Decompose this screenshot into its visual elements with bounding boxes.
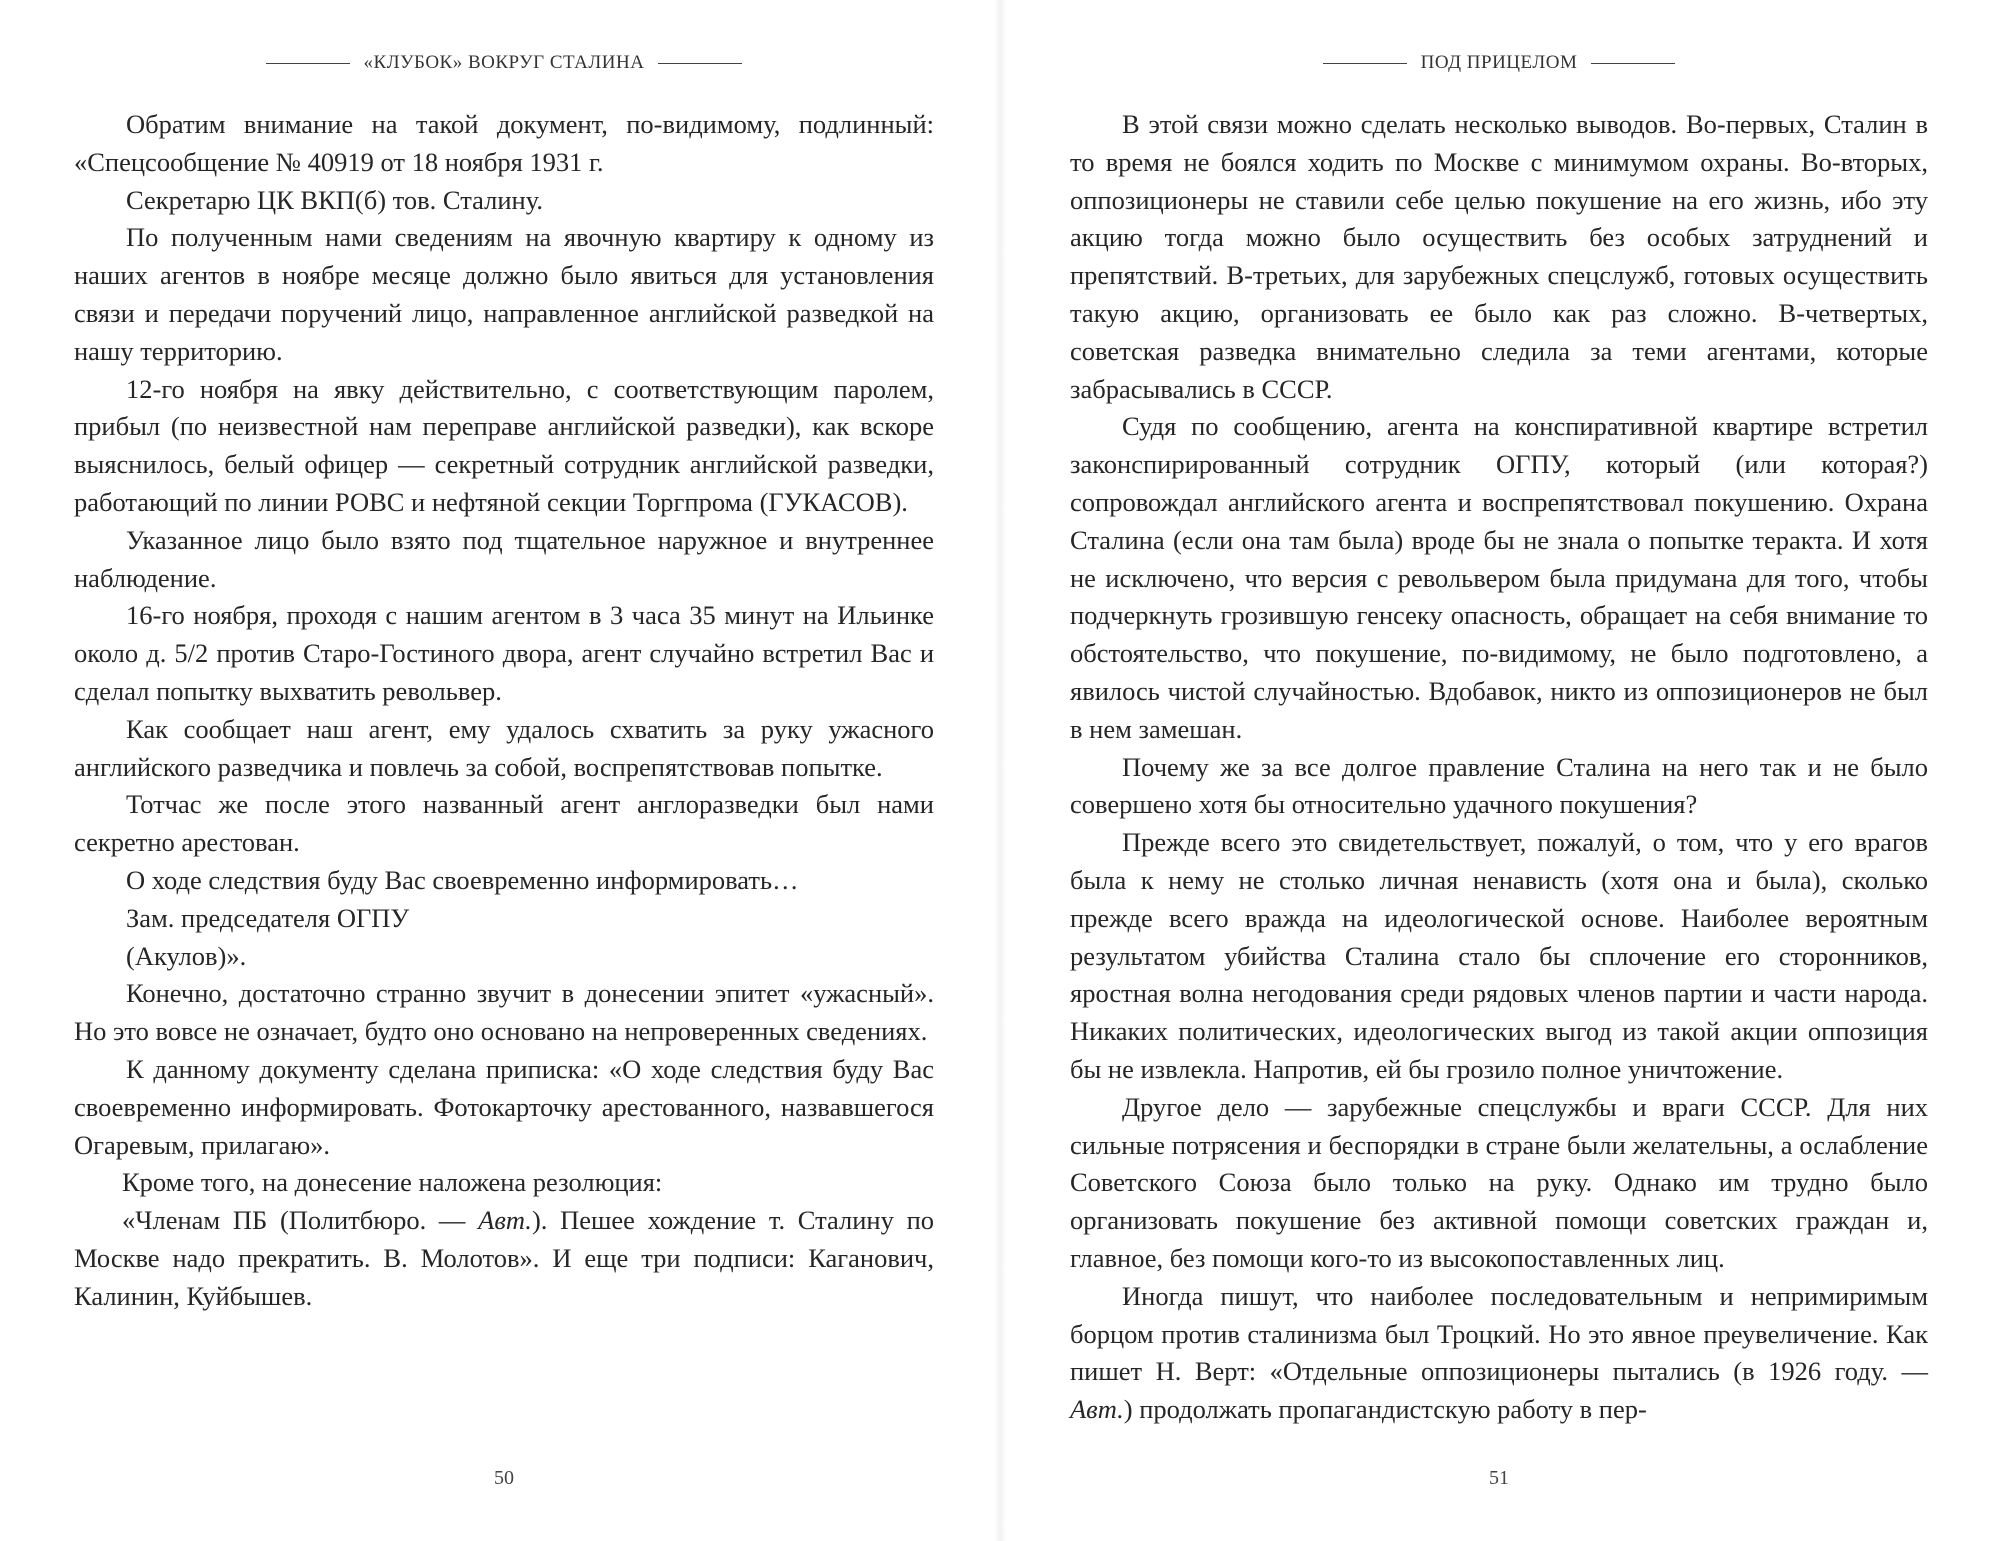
left-running-head [74, 52, 934, 74]
header-rule-left [266, 63, 350, 64]
paragraph: Кроме того, на донесение наложена резолюция: [122, 1167, 663, 1198]
paragraph: О ходе следствия буду Вас своевременно информировать… [126, 864, 799, 895]
left-page [74, 0, 934, 1541]
last-paragraph-text-end: ) продолжать пропагандистскую работу в пер- [1123, 1394, 1647, 1425]
resolution-paragraph [74, 1202, 934, 1315]
right-running-head [1070, 52, 1928, 74]
paragraph: Судя по сообщению, агента на конспиративной квартире встретил законспирированный сотрудник ОГПУ, который (или которая?) сопровождал английского агента и воспрепятствовал покушению. Охрана Сталина (если она там была) вроде бы не знала о попытке теракта. И хотя не исключено, что версия с револьвером была придумана для того, чтобы подчеркнуть грозившую генсеку опасность, обращает на себя внимание то обстоятельство, что покушение, по-видимому, не было подготовлено, а явилось чистой случайностью. Вдобавок, никто из оппозиционеров не был в нем замешан. [1070, 411, 1928, 744]
paragraph: Секретарю ЦК ВКП(б) тов. Сталину. [126, 184, 543, 215]
right-running-head-text: ПОД ПРИЦЕЛОМ [1420, 52, 1578, 73]
last-paragraph-text-start: Иногда пишут, что наиболее последовательным и непримиримым борцом против сталинизма был Троцкий. Но это явное преувеличение. Как пишет Н. Верт: «Отдельные оппозиционеры пытались (в 1926 году. — [1070, 1280, 1928, 1387]
paragraph: Обратим внимание на такой документ, по-видимому, подлинный: «Спецсообщение № 40919 от 18 ноября 1931 г. [74, 109, 934, 177]
paragraph: (Акулов)». [126, 940, 247, 971]
left-page-number: 50 [494, 1467, 514, 1489]
paragraph: В этой связи можно сделать несколько выводов. Во-первых, Сталин в то время не боялся ходить по Москве с минимумом охраны. Во-вторых, оппозиционеры не ставили себе целью покушение на его жизнь, ибо эту акцию тогда можно было осуществить без особых затруднений и препятствий. В-третьих, для зарубежных спецслужб, готовых осуществить такую акцию, организовать ее было как раз сложно. В-четвертых, советская разведка внимательно следила за теми агентами, которые забрасывались в СССР. [1070, 109, 1928, 404]
resolution-text-end: ). Пешее хождение т. Сталину по Москве надо прекратить. В. Молотов». И еще три подписи: Каганович, Калинин, Куйбышев. [74, 1205, 935, 1311]
header-rule-right [1591, 63, 1675, 64]
header-rule-left [1323, 63, 1407, 64]
paragraph: 16-го ноября, проходя с нашим агентом в 3 часа 35 минут на Ильинке около д. 5/2 против Старо-Гостиного двора, агент случайно встретил Вас и сделал попытку выхватить револьвер. [74, 600, 934, 706]
author-abbreviation: Авт. [1070, 1394, 1124, 1425]
paragraph: Прежде всего это свидетельствует, пожалуй, о том, что у его врагов была к нему не столько личная ненависть (хотя она и была), сколько прежде всего вражда на идеологической основе. Наиболее вероятным результатом убийства Сталина стало бы сплочение его сторонников, яростная волна негодования среди рядовых членов партии и части народа. Никаких политических, идеологических выгод из такой акции оппозиция бы не извлекла. Напротив, ей бы грозило полное уничтожение. [1070, 827, 1928, 1084]
left-running-head-text: «КЛУБОК» ВОКРУГ СТАЛИНА [363, 52, 645, 73]
paragraph: К данному документу сделана приписка: «О ходе следствия буду Вас своевременно информировать. Фотокарточку арестованного, назвавшегося Огаревым, прилагаю». [74, 1053, 934, 1160]
resolution-text-start: «Членам ПБ (Политбюро. — [122, 1205, 479, 1236]
left-page-body [74, 106, 934, 1316]
author-abbreviation: Авт. [478, 1205, 532, 1236]
paragraph: Зам. председателя ОГПУ [126, 902, 410, 933]
book-gutter [994, 0, 1006, 1541]
header-rule-right [658, 63, 742, 64]
paragraph: Почему же за все долгое правление Сталина на него так и не было совершено хотя бы относительно удачного покушения? [1070, 751, 1928, 820]
last-paragraph [1070, 1278, 1928, 1429]
paragraph: Конечно, достаточно странно звучит в донесении эпитет «ужасный». Но это вовсе не означает, будто оно основано на непроверенных сведениях. [74, 978, 934, 1047]
paragraph: Тотчас же после этого названный агент англоразведки был нами секретно арестован. [74, 789, 934, 858]
paragraph: Указанное лицо было взято под тщательное наружное и внутреннее наблюдение. [74, 524, 934, 593]
right-page-body [1070, 106, 1928, 1429]
right-page-number: 51 [1489, 1467, 1509, 1489]
paragraph: По полученным нами сведениям на явочную квартиру к одному из наших агентов в ноябре месяце должно было явиться для установления связи и передачи поручений лицо, направленное английской разведкой на нашу территорию. [74, 222, 934, 366]
right-page [1070, 0, 1928, 1541]
paragraph: Другое дело — зарубежные спецслужбы и враги СССР. Для них сильные потрясения и беспорядки в стране были желательны, а ослабление Советского Союза было только на руку. Однако им трудно было организовать покушение без активной помощи советских граждан и, главное, без помощи кого-то из высокопоставленных лиц. [1070, 1091, 1928, 1273]
paragraph: 12-го ноября на явку действительно, с соответствующим паролем, прибыл (по неизвестной нам переправе английской разведки), как вскоре выяснилось, белый офицер — секретный сотрудник английской разведки, работающий по линии РОВС и нефтяной секции Торгпрома (ГУКАСОВ). [74, 373, 934, 517]
paragraph: Как сообщает наш агент, ему удалось схватить за руку ужасного английского разведчика и повлечь за собой, воспрепятствовав попытке. [74, 713, 934, 782]
